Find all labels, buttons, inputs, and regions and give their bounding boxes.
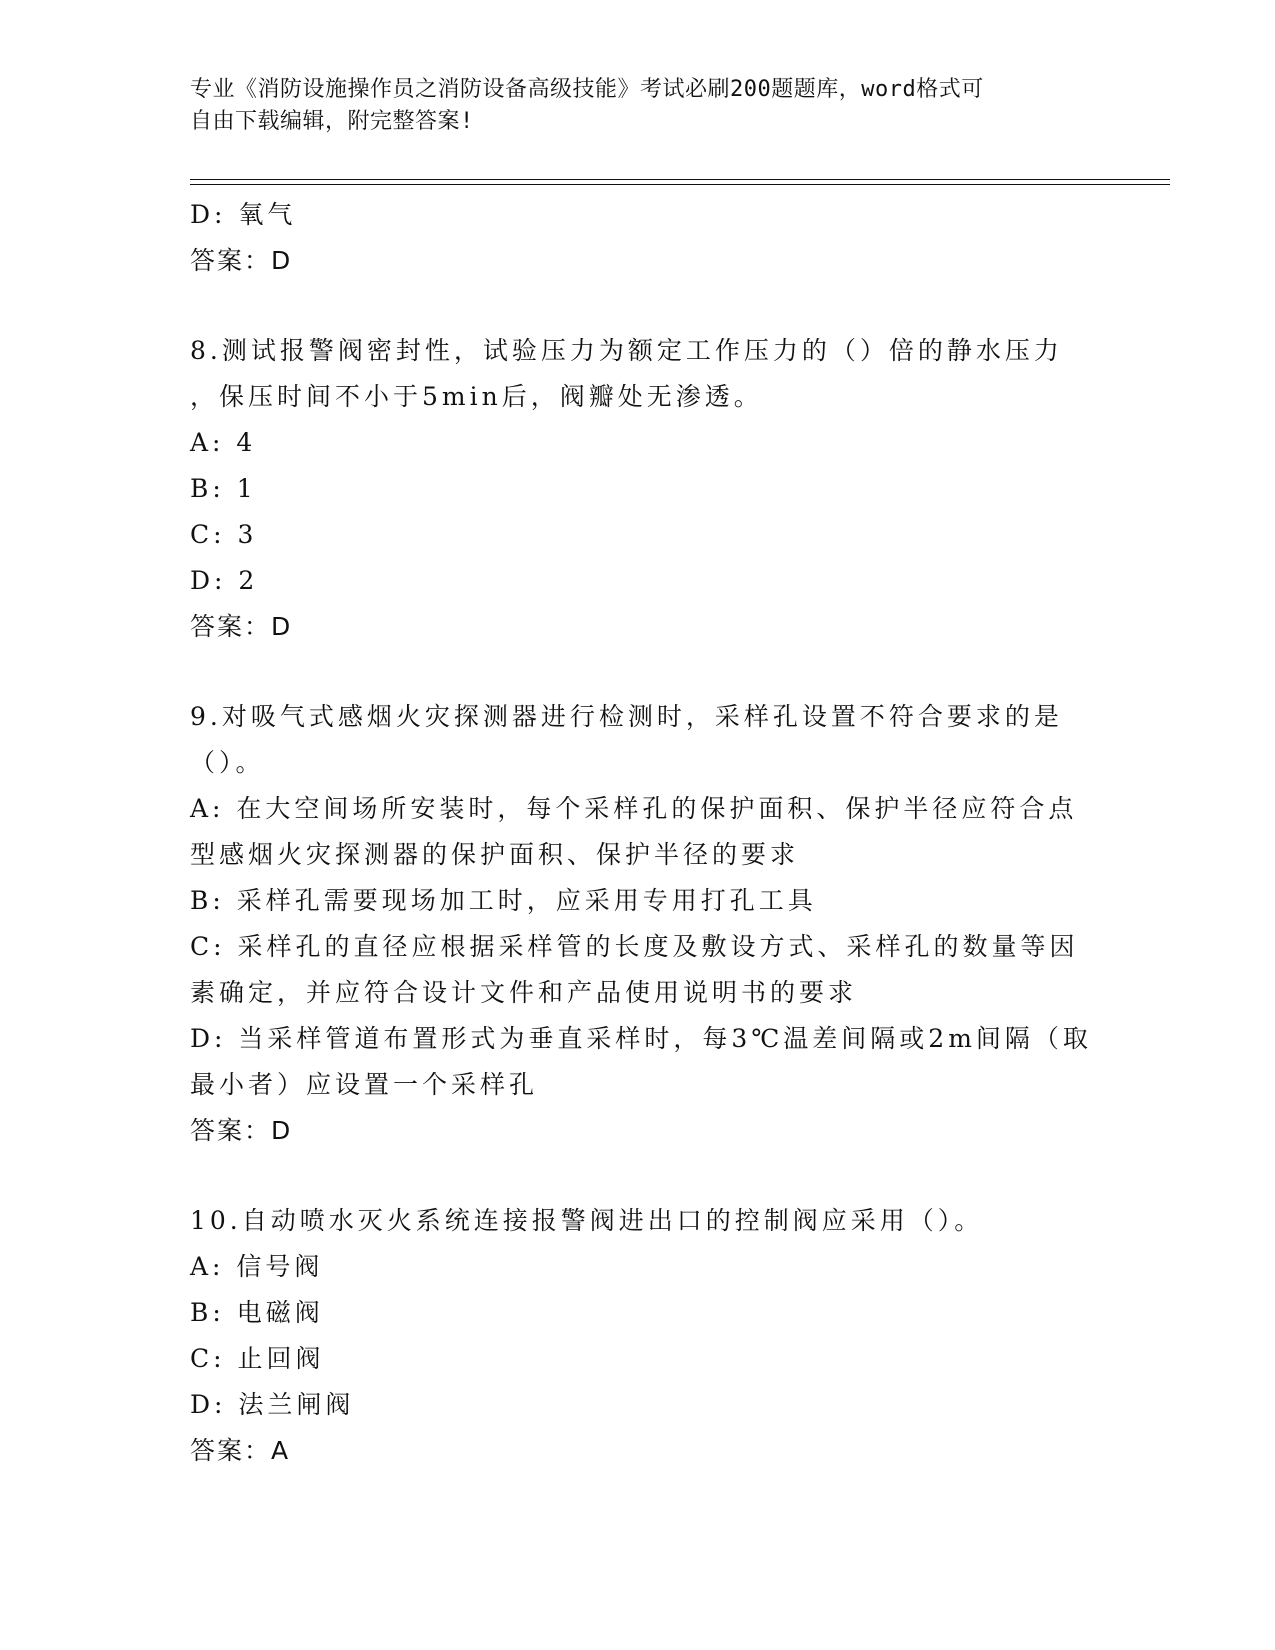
question-10	[190, 1198, 1090, 1474]
question-8-option-d: D: 2	[190, 566, 259, 595]
question-9-option-d-1: D: 当采样管道布置形式为垂直采样时，每3℃温差间隔或2m间隔（取	[190, 1024, 1092, 1053]
question-8	[190, 328, 1090, 650]
question-9-stem-1: 9.对吸气式感烟火灾探测器进行检测时，采样孔设置不符合要求的是	[190, 702, 1063, 731]
question-9-answer: 答案：D	[190, 1116, 293, 1145]
question-10-option-b: B: 电磁阀	[190, 1298, 324, 1327]
document-header	[190, 74, 1090, 138]
header-line-1: 专业《消防设施操作员之消防设备高级技能》考试必刷200题题库，word格式可	[190, 77, 984, 102]
question-9-option-d-2: 最小者）应设置一个采样孔	[190, 1070, 539, 1099]
question-8-option-a: A: 4	[190, 428, 257, 457]
question-10-option-d: D: 法兰闸阀	[190, 1390, 355, 1419]
header-line-2: 自由下载编辑，附完整答案!	[190, 109, 474, 134]
question-8-option-c: C: 3	[190, 520, 258, 549]
question-8-stem-2: ，保压时间不小于5min后，阀瓣处无渗透。	[190, 382, 763, 411]
question-10-stem-1: 10.自动喷水灭火系统连接报警阀进出口的控制阀应采用（）。	[190, 1206, 984, 1235]
question-10-answer: 答案：A	[190, 1436, 291, 1465]
question-9-option-b: B: 采样孔需要现场加工时，应采用专用打孔工具	[190, 886, 817, 915]
prev-option-d: D: 氧气	[190, 200, 297, 229]
header-divider-top	[190, 179, 1170, 180]
question-9-option-a-2: 型感烟火灾探测器的保护面积、保护半径的要求	[190, 840, 800, 869]
question-9-option-c-2: 素确定，并应符合设计文件和产品使用说明书的要求	[190, 978, 858, 1007]
question-9-stem-2: （）。	[190, 748, 265, 777]
question-9-option-c-1: C: 采样孔的直径应根据采样管的长度及敷设方式、采样孔的数量等因	[190, 932, 1079, 961]
question-9-option-a-1: A: 在大空间场所安装时，每个采样孔的保护面积、保护半径应符合点	[190, 794, 1078, 823]
question-10-option-c: C: 止回阀	[190, 1344, 325, 1373]
header-divider-bottom	[190, 184, 1170, 185]
question-8-stem-1: 8.测试报警阀密封性，试验压力为额定工作压力的（）倍的静水压力	[190, 336, 1063, 365]
question-9	[190, 694, 1090, 1154]
prev-answer: 答案：D	[190, 246, 293, 275]
document-body	[190, 192, 1090, 1474]
question-8-option-b: B: 1	[190, 474, 257, 503]
question-10-option-a: A: 信号阀	[190, 1252, 324, 1281]
question-8-answer: 答案：D	[190, 612, 293, 641]
